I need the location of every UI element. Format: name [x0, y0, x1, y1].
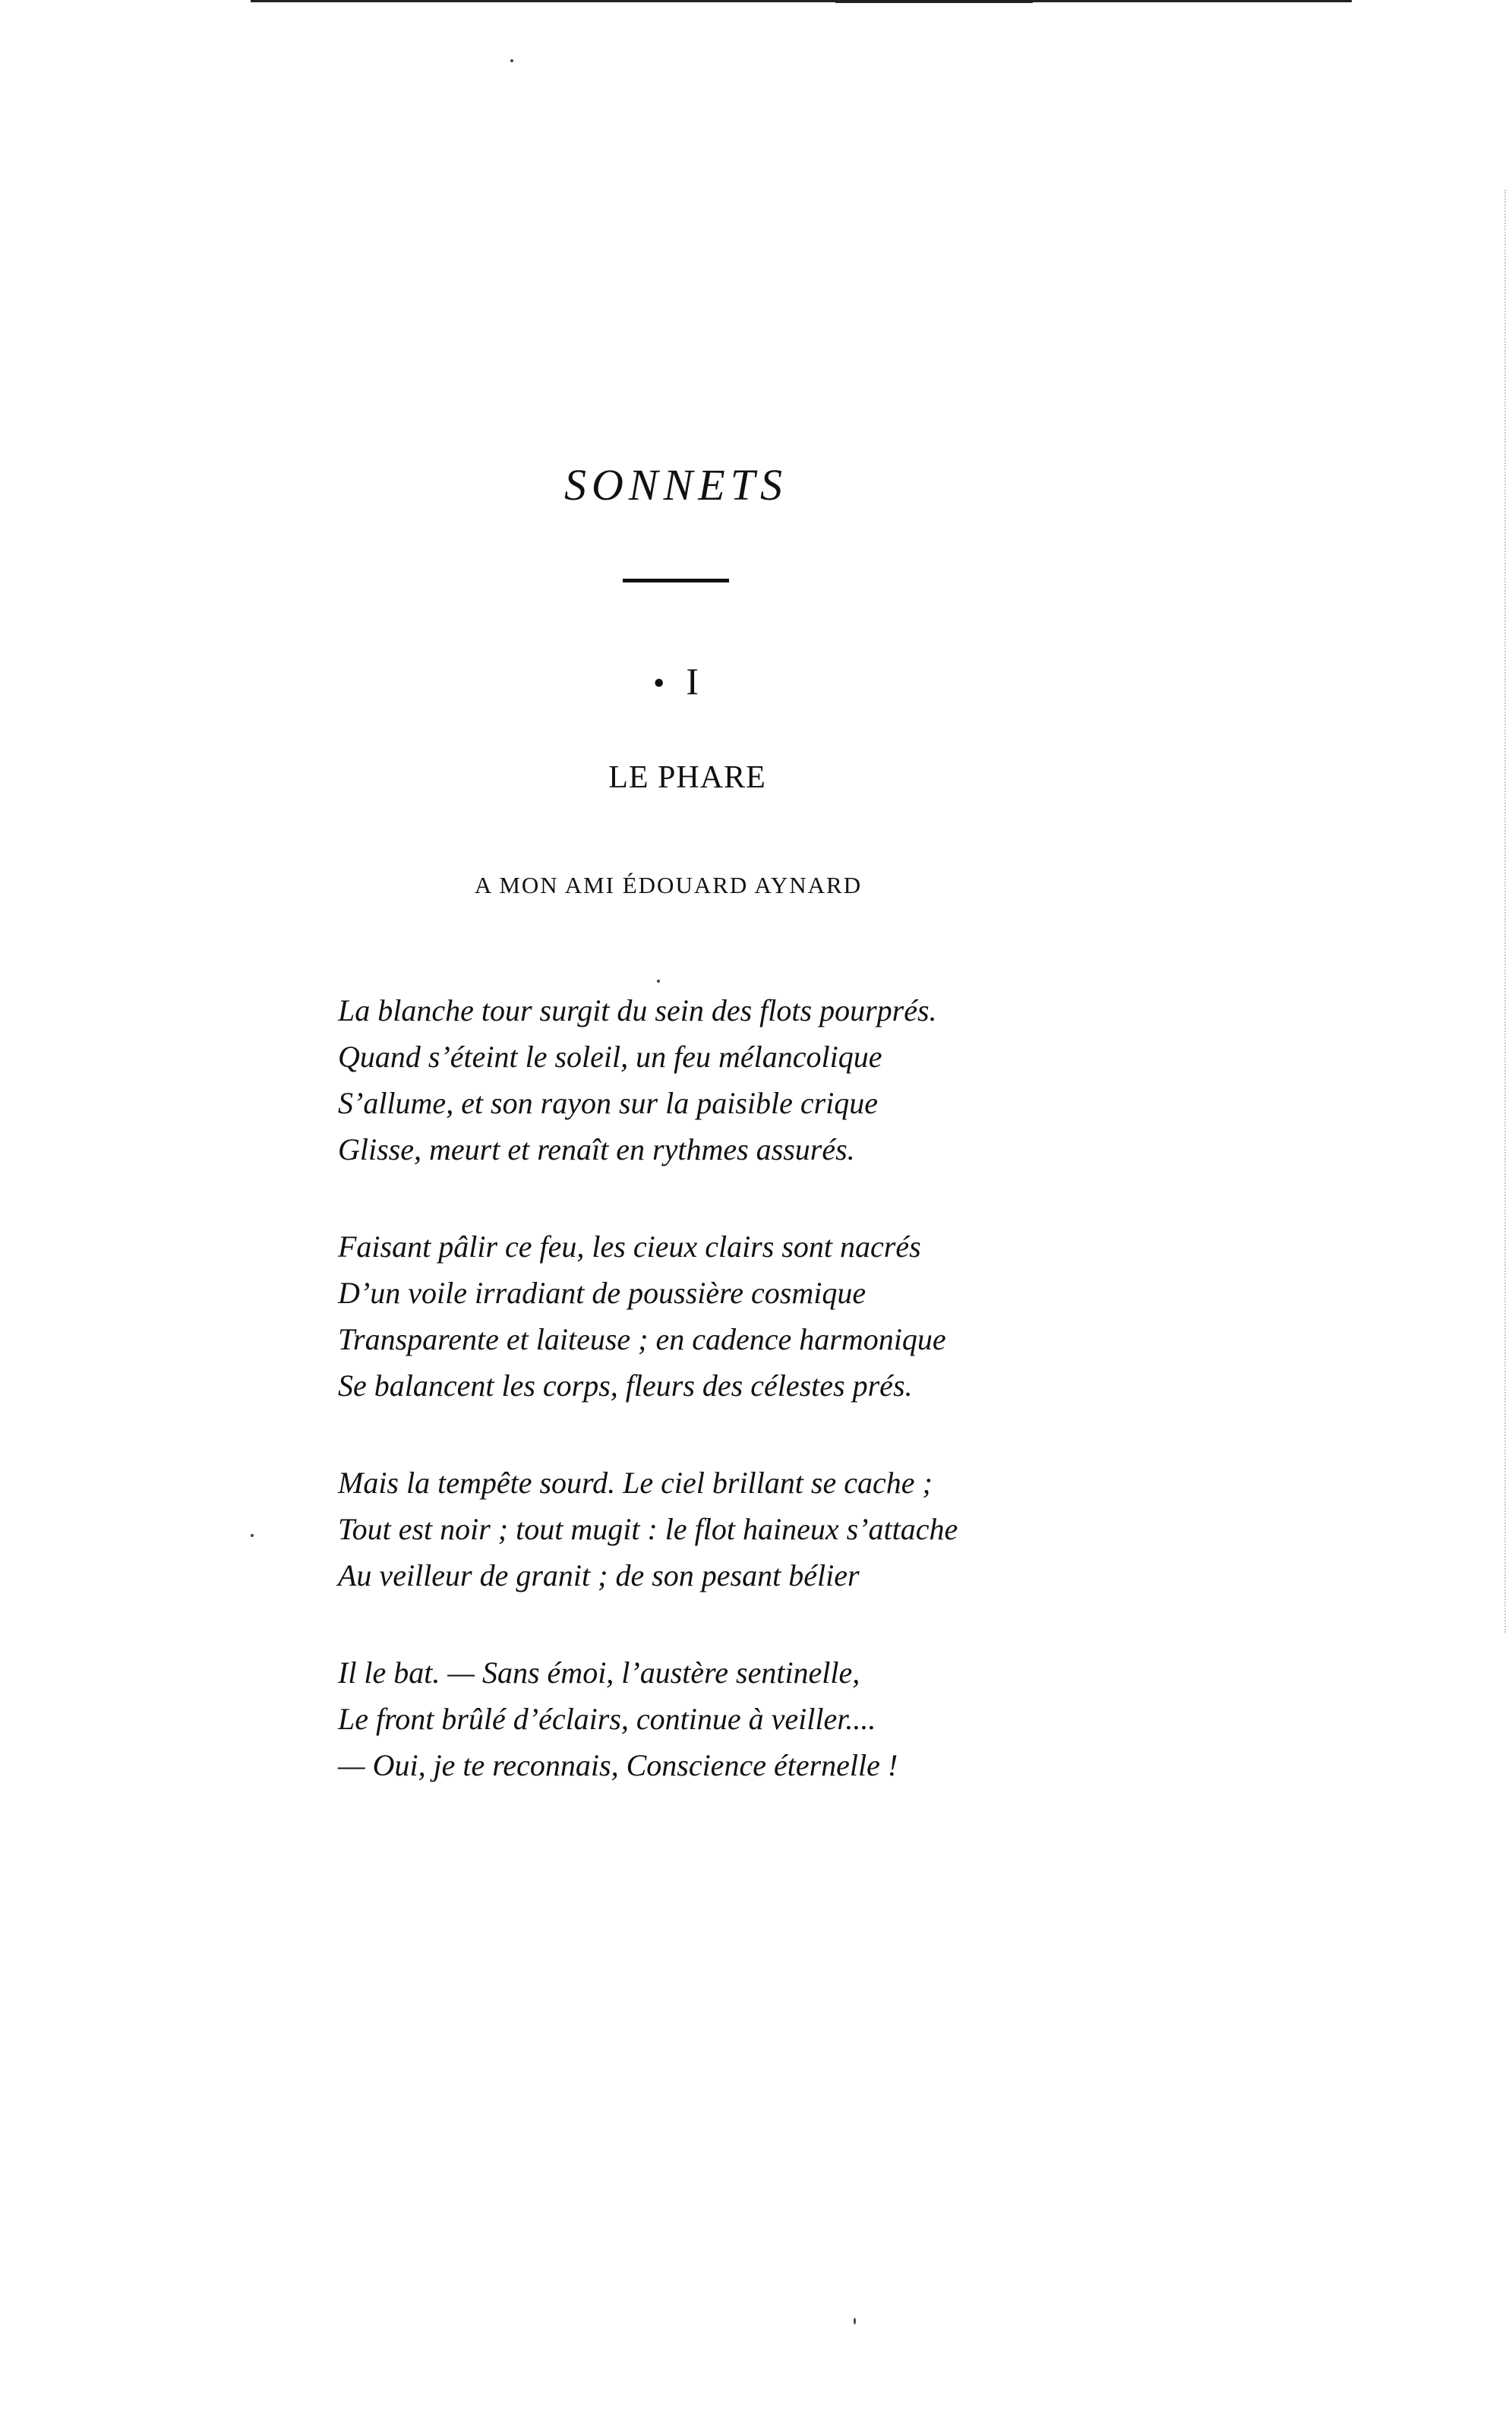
top-page-rule-thick: [835, 0, 1033, 3]
paper-speck: [854, 2318, 856, 2325]
paper-speck: [657, 980, 660, 983]
poem-body: [338, 987, 1097, 1839]
poem-line: Tout est noir ; tout mugit : le flot haineux s’attache: [338, 1512, 958, 1546]
poem-line: Il le bat. — Sans émoi, l’austère sentinelle,: [338, 1655, 860, 1690]
stanza-4: [338, 1649, 1097, 1788]
paper-speck: [510, 59, 513, 62]
sonnet-title: LE PHARE: [608, 760, 766, 795]
poem-line: Faisant pâlir ce feu, les cieux clairs sont nacrés: [338, 1229, 921, 1264]
poem-line: Quand s’éteint le soleil, un feu mélancolique: [338, 1040, 882, 1074]
poem-line: La blanche tour surgit du sein des flots pourprés.: [338, 993, 937, 1027]
title-divider-rule: [623, 579, 729, 582]
sonnet-number: [0, 659, 1352, 703]
stanza-1: [338, 987, 1097, 1173]
section-title: SONNETS: [564, 460, 788, 510]
poem-line: Se balancent les corps, fleurs des célestes prés.: [338, 1368, 913, 1403]
poem-line: Au veilleur de granit ; de son pesant bélier: [338, 1558, 860, 1592]
page-edge-shadow: [1504, 190, 1507, 1633]
poem-line: Glisse, meurt et renaît en rythmes assurés.: [338, 1132, 855, 1166]
dedication: A MON AMI ÉDOUARD AYNARD: [474, 872, 863, 898]
poem-line: Le front brûlé d’éclairs, continue à veiller....: [338, 1702, 876, 1736]
sonnet-roman-numeral: I: [686, 660, 699, 702]
top-page-rule: [251, 0, 1352, 2]
poem-line: — Oui, je te reconnais, Conscience éternelle !: [338, 1748, 898, 1782]
stanza-3: [338, 1460, 1097, 1599]
poem-line: S’allume, et son rayon sur la paisible crique: [338, 1086, 879, 1120]
poem-line: D’un voile irradiant de poussière cosmique: [338, 1276, 866, 1310]
bullet-mark: •: [652, 664, 665, 702]
stanza-2: [338, 1223, 1097, 1409]
poem-line: Transparente et laiteuse ; en cadence harmonique: [338, 1322, 946, 1356]
paper-speck: [251, 1534, 254, 1537]
poem-line: Mais la tempête sourd. Le ciel brillant se cache ;: [338, 1466, 933, 1500]
